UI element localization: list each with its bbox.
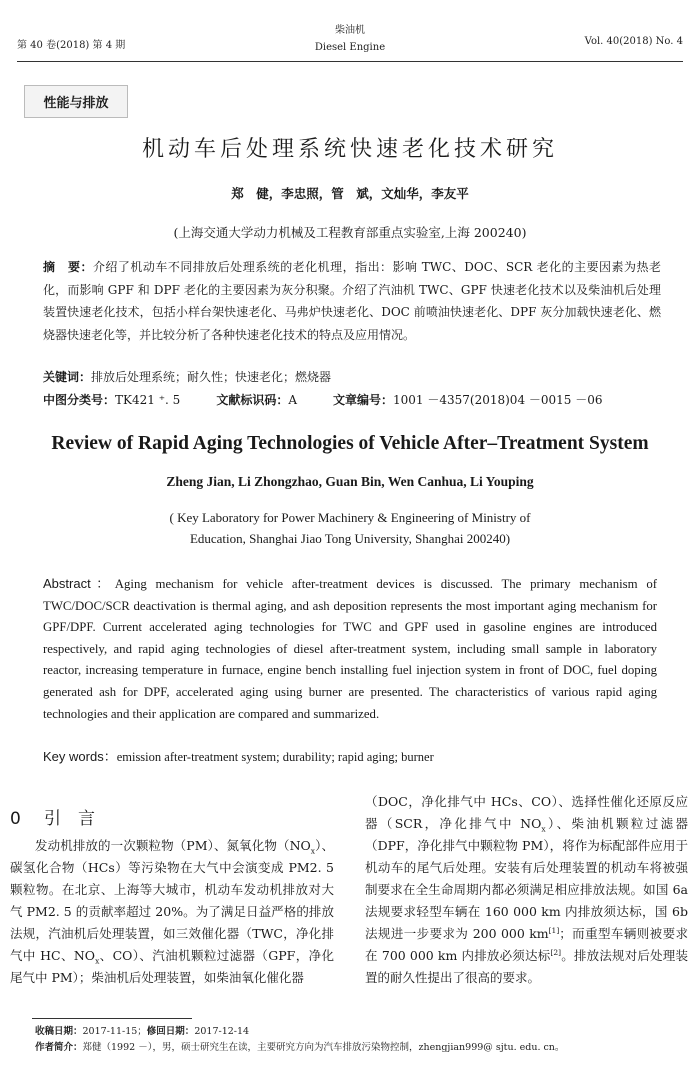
body-text: （DOC，净化排气中 HCs、CO）、选择性催化还原反应器（SCR，净化排气中 NO [365,794,688,831]
revised-label: 修回日期： [146,1026,195,1037]
doc-code-label: 文献标识码： [216,393,289,407]
abstract-label-en: Abstract： [43,576,115,591]
paper-title-en: Review of Rapid Aging Technologies of Vehicle After–Treatment System [51,433,649,454]
body-text: 、CO）、汽油机颗粒过滤器（GPF，净化尾气中 PM）；柴油机后处理装置，如柴油氧化催化器 [10,948,334,985]
abstract-text-en: Aging mechanism for vehicle after-treatment devices is discussed. The primary mechanism of TWC/DOC/SCR deactivation is thermal aging, and ash deposition represents the most important aging mechanism for GPF/DPF. Current accelerated aging technologies for TWC and GPF used in gasoline engines are introduced respectively, and rapid aging technologies of diesel after-treatment system, including small sample in laboratory reactor, increasing temperature in furnace, engine bench installing fuel injection system in front of DOC, fuel doping generated ash for DPF, accelerated aging using burner are presented. The characteristics of various rapid aging technologies and their application are compared and summarized. [43,577,657,721]
body-text: ）、柴油机颗粒过滤器（DPF，净化排气中颗粒物 PM），将作为标配部件应用于机动车的尾气后处理。安装有后处理装置的机动车将被强制要求在全生命周期内都必须满足相应排放法规。如国 6a 法规要求轻型车辆在 160 000 km 内排放须达标，国 6b 法规进一步要求为 200 000 km [365,816,688,941]
header-volume-cn: 第 40 卷(2018) 第 4 期 [17,40,126,51]
clc-label: 中图分类号： [43,393,116,407]
affiliation-en [150,507,550,549]
body-text: ）、碳氢化合物（HCs）等污染物在大气中会演变成 PM2. 5 颗粒物。在北京、上海等大城市，机动车发动机排放对大气 PM2. 5 的贡献率超过 20%。为了满足日益严格的排放法规，汽油机后处理装置，如三效催化器（TWC，净化排气中 HC、NO [10,838,334,963]
header-divider [17,61,683,62]
header-journal-en: Diesel Engine [314,42,386,53]
article-no-label: 文章编号： [333,393,394,407]
section-heading-intro [10,804,95,829]
keywords-text-en: emission after-treatment system; durability; rapid aging; burner [116,750,434,764]
abstract-en [43,573,657,725]
keywords-en [43,748,434,766]
affiliation-en-line1: ( Key Laboratory for Power Machinery & Engineering of Ministry of [169,510,531,525]
body-text: 发动机排放的一次颗粒物（PM）、氮氧化物（NO [35,838,311,853]
keywords-cn [43,368,331,386]
doc-code-value: A [288,393,297,407]
footnote-dates [35,1025,249,1039]
section-number: 0 [10,809,21,829]
paper-title-cn: 机动车后处理系统快速老化技术研究 [141,137,558,162]
body-text: 。排放法规对后处理装置的耐久性提出了很高的要求。 [365,948,688,985]
keywords-label-en: Key words： [43,749,117,764]
received-label: 收稿日期： [35,1026,83,1037]
body-paragraph-right [365,791,688,989]
footnote-author [35,1041,564,1055]
abstract-text-cn: 介绍了机动车不同排放后处理系统的老化机理，指出：影响 TWC、DOC、SCR 老化的主要因素为热老化，而影响 GPF 和 DPF 老化的主要因素为灰分积聚。介绍了汽油机 TWC、GPF 快速老化技术以及柴油机后处理装置快速老化技术，包括小样台架快速老化、马弗炉快速老化、DOC 前喷油快速老化、DPF 灰分加载快速老化、燃烧器快速老化等，并比较分析了各种快速老化技术的特点及应用情况。 [43,260,661,342]
abstract-label-cn: 摘 要： [43,260,93,274]
subscript: x [310,846,316,856]
body-paragraph-left [10,835,334,989]
classification-line [43,391,603,409]
authors-en: Zheng Jian, Li Zhongzhao, Guan Bin, Wen Canhua, Li Youping [166,474,534,489]
citation-ref: [1] [548,925,560,935]
subscript: x [95,956,100,966]
citation-ref: [2] [550,947,562,957]
keywords-text-cn: 排放后处理系统；耐久性；快速老化；燃烧器 [91,370,332,384]
header-volume-en: Vol. 40(2018) No. 4 [584,36,683,47]
received-date: 2017-11-15； [82,1026,147,1037]
body-text: ；而重型车辆则被要求在 700 000 km 内排放必须达标 [365,926,688,963]
affiliation-en-line2: Education, Shanghai Jiao Tong University, Shanghai 200240) [189,531,511,546]
authors-cn: 郑 健，李忠照，管 斌，文灿华，李友平 [231,186,469,201]
header-journal-cn: 柴油机 [335,25,365,36]
author-info-label: 作者简介： [35,1042,83,1053]
author-info: 郑健（1992 －），男，硕士研究生在读，主要研究方向为汽车排放污染物控制，zhengjian999@ sjtu. edu. cn。 [82,1042,565,1053]
section-tag: 性能与排放 [24,85,128,118]
section-title: 引 言 [44,809,95,829]
keywords-label-cn: 关键词： [43,370,92,384]
clc-value: TK421 ⁺. 5 [115,393,181,407]
footnote-divider [32,1018,192,1019]
affiliation-cn: (上海交通大学动力机械及工程教育部重点实验室,上海 200240) [173,225,527,240]
subscript: x [541,824,546,834]
revised-date: 2017-12-14 [194,1026,250,1037]
abstract-cn [43,256,661,346]
article-no-value: 1001 －4357(2018)04 －0015 －06 [393,393,603,407]
